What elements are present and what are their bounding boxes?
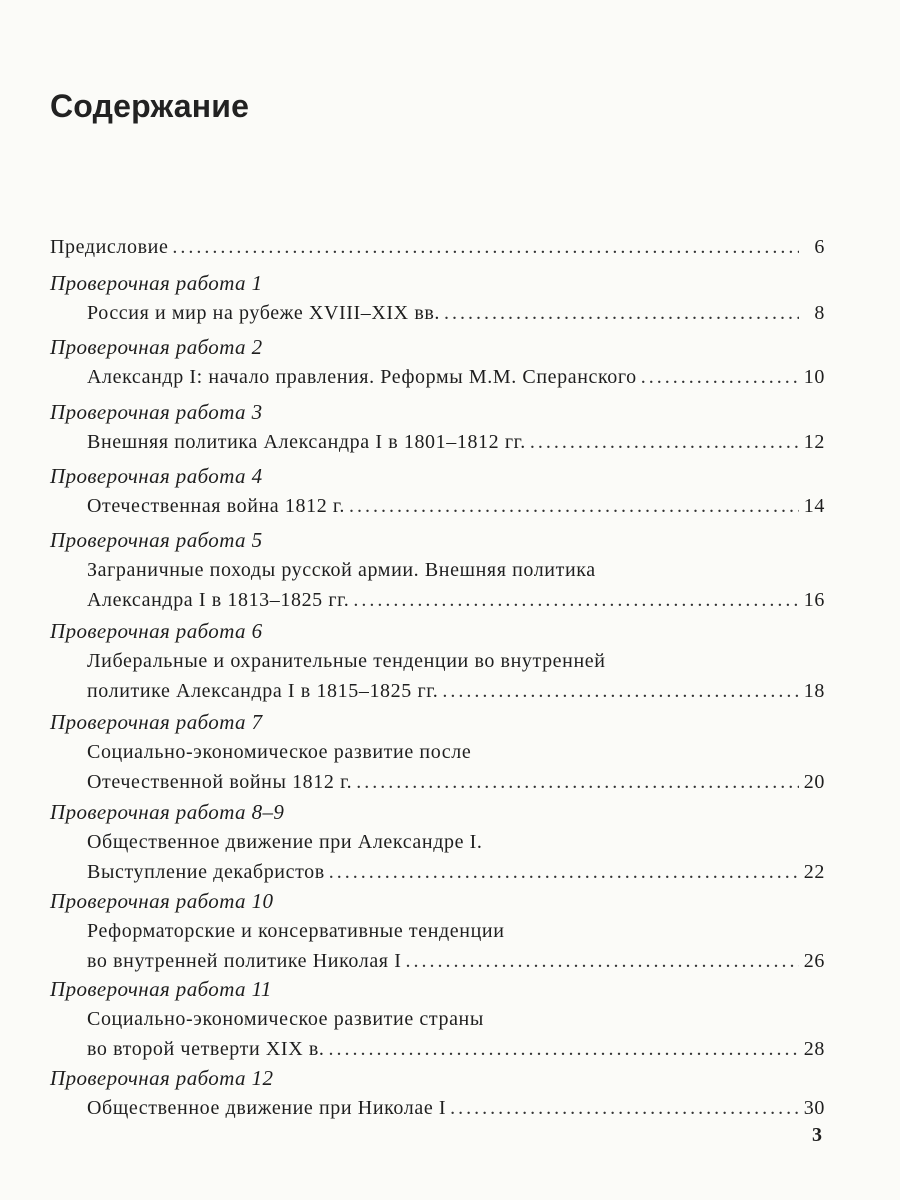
dot-leader [349, 491, 799, 521]
toc-line [50, 946, 825, 976]
dot-leader [405, 946, 799, 976]
toc-entry-title: Отечественной войны 1812 г. [87, 771, 353, 793]
dot-leader [450, 1093, 799, 1123]
toc-work-label: Проверочная работа 1 [50, 271, 263, 295]
toc-entry-title: Отечественная война 1812 г. [87, 495, 346, 517]
dot-leader [328, 1034, 799, 1064]
toc-page-number: 28 [803, 1038, 825, 1060]
toc-entry-preface[interactable] [50, 232, 825, 262]
dot-leader [444, 298, 799, 328]
page-title: Содержание [50, 88, 250, 124]
toc-line [50, 1093, 825, 1123]
toc-entry-work-11[interactable] [50, 974, 825, 1064]
toc-line [50, 362, 825, 392]
toc-line [50, 1034, 825, 1064]
toc-line [50, 298, 825, 328]
toc-entry-title: Выступление декабристов [87, 861, 325, 883]
toc-work-label: Проверочная работа 4 [50, 464, 263, 488]
toc-work-label: Проверочная работа 3 [50, 400, 263, 424]
toc-entry-title: Внешняя политика Александра I в 1801–1812 гг. [87, 431, 526, 453]
dot-leader [356, 767, 799, 797]
toc-page-number: 30 [803, 1097, 825, 1119]
toc-page-number: 8 [814, 302, 825, 324]
toc-line: Либеральные и охранительные тенденции во внутренней [87, 650, 606, 672]
dot-leader [172, 232, 799, 262]
toc-entry-work-8-9[interactable] [50, 797, 825, 887]
toc-work-label: Проверочная работа 10 [50, 889, 274, 913]
toc-line [50, 857, 825, 887]
toc-entry-title: во внутренней политике Николая I [87, 950, 402, 972]
toc-entry-title: Предисловие [50, 236, 169, 258]
dot-leader [641, 362, 799, 392]
toc-line [50, 491, 825, 521]
toc-page-number: 26 [803, 950, 825, 972]
toc-entry-title: Общественное движение при Николае I [87, 1097, 447, 1119]
toc-entry-title: во второй четверти XIX в. [87, 1038, 325, 1060]
toc-page-number: 16 [803, 589, 825, 611]
toc-entry-title: Александр I: начало правления. Реформы М.М. Сперанского [87, 366, 637, 388]
toc-line: Реформаторские и консервативные тенденции [87, 920, 505, 942]
toc-entry-work-2[interactable] [50, 332, 825, 392]
toc-entry-work-4[interactable] [50, 461, 825, 521]
toc-work-label: Проверочная работа 2 [50, 335, 263, 359]
toc-line [50, 676, 825, 706]
toc-line [50, 767, 825, 797]
toc-work-label: Проверочная работа 8–9 [50, 800, 285, 824]
toc-work-label: Проверочная работа 6 [50, 619, 263, 643]
toc-work-label: Проверочная работа 11 [50, 977, 272, 1001]
toc-entry-work-3[interactable] [50, 397, 825, 457]
toc-entry-work-7[interactable] [50, 707, 825, 797]
toc-entry-work-10[interactable] [50, 886, 825, 976]
dot-leader [442, 676, 799, 706]
dot-leader [353, 585, 799, 615]
toc-line: Общественное движение при Александре I. [87, 831, 483, 853]
dot-leader [530, 427, 799, 457]
toc-line: Социально-экономическое развитие страны [87, 1008, 484, 1030]
dot-leader [329, 857, 799, 887]
toc-page-number: 14 [803, 495, 825, 517]
toc-page-number: 20 [803, 771, 825, 793]
toc-line [50, 427, 825, 457]
toc-page-number: 18 [803, 680, 825, 702]
toc-entry-work-6[interactable] [50, 616, 825, 706]
toc-page-number: 22 [803, 861, 825, 883]
toc-work-label: Проверочная работа 12 [50, 1066, 274, 1090]
toc-entry-work-12[interactable] [50, 1063, 825, 1123]
toc-line: Социально-экономическое развитие после [87, 741, 472, 763]
toc-work-label: Проверочная работа 5 [50, 528, 263, 552]
toc-page-number: 6 [814, 236, 825, 258]
toc-work-label: Проверочная работа 7 [50, 710, 263, 734]
toc-entry-work-1[interactable] [50, 268, 825, 328]
toc-entry-work-5[interactable] [50, 525, 825, 615]
toc-page-number: 10 [803, 366, 825, 388]
toc-line [50, 232, 825, 262]
toc-entry-title: Александра I в 1813–1825 гг. [87, 589, 350, 611]
page-number-footer: 3 [812, 1124, 822, 1146]
toc-line [50, 585, 825, 615]
toc-page-number: 12 [803, 431, 825, 453]
toc-entry-title: Россия и мир на рубеже XVIII–XIX вв. [87, 302, 441, 324]
toc-line: Заграничные походы русской армии. Внешняя политика [87, 559, 596, 581]
toc-entry-title: политике Александра I в 1815–1825 гг. [87, 680, 439, 702]
